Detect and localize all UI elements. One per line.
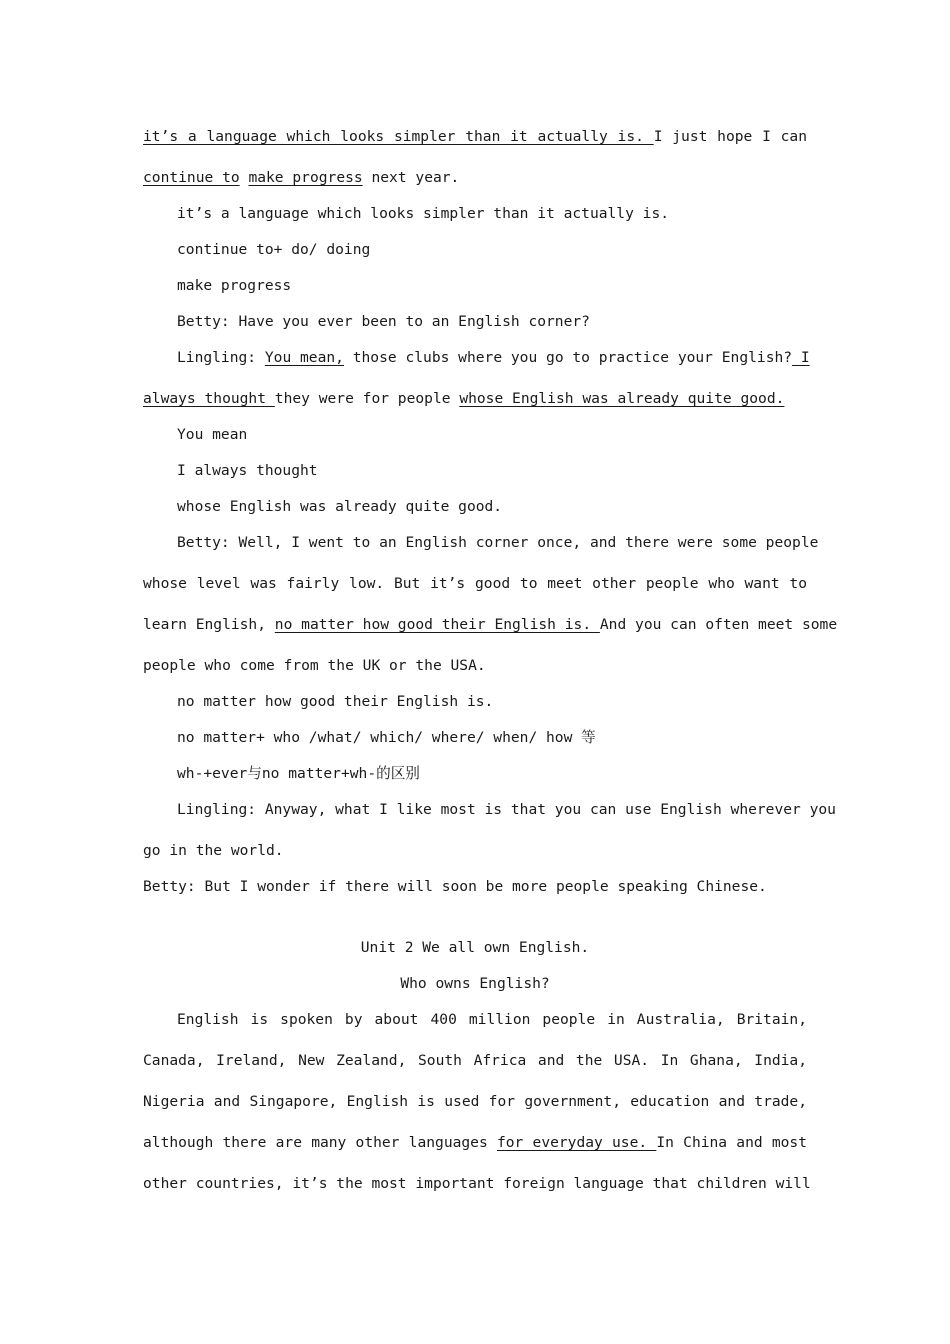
paragraph-line: English is spoken by about 400 million people in Australia, Britain, xyxy=(177,1011,807,1028)
note-line: make progress xyxy=(177,277,292,294)
text-span: I just hope I can xyxy=(653,128,807,145)
note-line: whose English was already quite good. xyxy=(177,498,503,515)
dialogue-line: Betty: Have you ever been to an English corner? xyxy=(177,313,590,330)
note-line: no matter how good their English is. xyxy=(177,693,494,710)
note-line: continue to+ do/ doing xyxy=(177,241,371,258)
underlined-phrase: whose English was already quite good. xyxy=(459,390,785,407)
section-title: Who owns English? xyxy=(400,975,550,992)
note-line: wh-+ever与no matter+wh-的区别 xyxy=(177,765,420,782)
text-span: they were for people xyxy=(274,390,460,407)
text-span: In China and most xyxy=(656,1134,807,1151)
note-line: no matter+ who /what/ which/ where/ when/ how 等 xyxy=(177,729,596,746)
dialogue-line: Betty: Well, I went to an English corner once, and there were some people xyxy=(177,534,819,551)
note-line: it’s a language which looks simpler than it actually is. xyxy=(177,205,670,222)
note-line: I always thought xyxy=(177,462,318,479)
text-span: next year. xyxy=(362,169,460,186)
text-span: And you can often meet some xyxy=(599,616,838,633)
speaker: Lingling: xyxy=(177,349,265,366)
underlined-phrase: I xyxy=(792,349,810,366)
text-line: whose level was fairly low. But it’s good to meet other people who want to xyxy=(143,575,807,592)
dialogue-line xyxy=(177,348,810,368)
text-line xyxy=(143,615,838,635)
underlined-phrase: no matter how good their English is. xyxy=(274,616,600,633)
text-line xyxy=(143,168,807,188)
unit-heading: Unit 2 We all own English. xyxy=(360,939,590,956)
text-line xyxy=(143,389,807,409)
dialogue-line: Lingling: Anyway, what I like most is that you can use English wherever you xyxy=(177,801,836,818)
text-line xyxy=(143,127,807,147)
paragraph-line xyxy=(143,1133,807,1153)
paragraph-line: Nigeria and Singapore, English is used for government, education and trade, xyxy=(143,1093,807,1110)
paragraph-line: Canada, Ireland, New Zealand, South Africa and the USA. In Ghana, India, xyxy=(143,1052,807,1069)
text-span: learn English, xyxy=(143,616,275,633)
underlined-phrase: continue to xyxy=(143,169,240,186)
underlined-phrase: You mean, xyxy=(264,349,344,366)
paragraph-line: other countries, it’s the most important foreign language that children will xyxy=(143,1175,811,1192)
underlined-phrase: for everyday use. xyxy=(496,1134,657,1151)
text-line: people who come from the UK or the USA. xyxy=(143,657,486,674)
note-line: You mean xyxy=(177,426,248,443)
underlined-phrase: always thought xyxy=(143,390,275,407)
text-line: go in the world. xyxy=(143,842,284,859)
text-span: those clubs where you go to practice your English? xyxy=(343,349,793,366)
text-span: although there are many other languages xyxy=(143,1134,497,1151)
underlined-phrase: make progress xyxy=(248,169,363,186)
underlined-phrase: it’s a language which looks simpler than it actually is. xyxy=(143,128,654,145)
dialogue-line: Betty: But I wonder if there will soon be more people speaking Chinese. xyxy=(143,878,767,895)
